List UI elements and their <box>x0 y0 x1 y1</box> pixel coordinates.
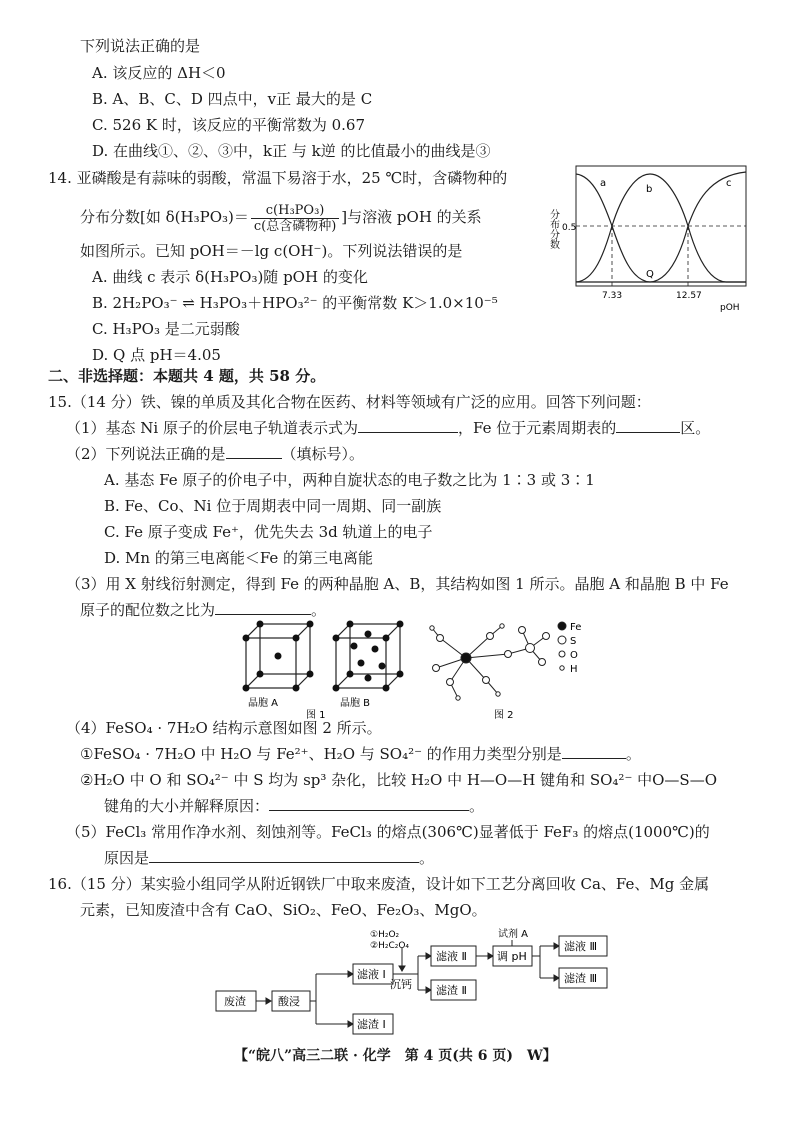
answer-blank[interactable] <box>358 418 458 433</box>
q13-stem: 下列说法正确的是 <box>80 37 201 55</box>
q15-p4-2-line2-text: 键角的大小并解释原因： <box>104 797 270 815</box>
process-flowchart <box>212 926 632 1042</box>
curve-a <box>576 174 746 282</box>
q13-option-b: B. A、B、C、D 四点中，v正 最大的是 C <box>92 90 373 108</box>
fig2-atoms <box>430 624 550 700</box>
curve-label-c: c <box>726 178 732 189</box>
fig2-label: 图 2 <box>494 710 514 720</box>
answer-blank[interactable] <box>149 848 419 863</box>
filtrate2-label: 滤液 Ⅱ <box>436 950 467 963</box>
filtrate3-label: 滤液 Ⅲ <box>564 940 598 953</box>
residue1-label: 滤渣 Ⅰ <box>357 1018 386 1031</box>
q15-part3-line1: （3）用 X 射线衍射测定，得到 Fe 的两种晶胞 A、B，其结构如图 1 所示。晶胞 A 和晶胞 B 中 Fe <box>66 575 729 593</box>
q15-p2-option-c: C. Fe 原子变成 Fe⁺，优先失去 3d 轨道上的电子 <box>104 523 433 541</box>
answer-blank[interactable] <box>616 418 680 433</box>
q14-line2 <box>80 200 482 234</box>
reagent-1-label: ①H₂O₂ <box>370 930 400 940</box>
q15-p3-end: 。 <box>311 601 327 619</box>
q15-p4-2-end: 。 <box>469 797 485 815</box>
x-tick-label-1: 7.33 <box>602 291 623 301</box>
q14-option-c: C. H₃PO₃ 是二元弱酸 <box>92 320 240 338</box>
precip-label: 沉钙 <box>390 978 412 991</box>
cell-b-label: 晶胞 B <box>340 698 371 709</box>
q15-part4-2-line1: ②H₂O 中 O 和 SO₄²⁻ 中 S 均为 sp³ 杂化，比较 H₂O 中 H—O—H 键角和 SO₄²⁻ 中O—S—O <box>80 771 718 789</box>
answer-blank[interactable] <box>226 444 282 459</box>
q16-line2: 元素，已知废渣中含有 CaO、SiO₂、FeO、Fe₂O₃、MgO。 <box>80 901 487 919</box>
q15-part2 <box>66 444 364 464</box>
q15-intro: 15.（14 分）铁、镍的单质及其化合物在医药、材料等领域有广泛的应用。回答下列问题： <box>48 393 651 411</box>
page-footer: 【“皖八”高三二联 · 化学 第 4 页(共 6 页) W】 <box>234 1048 557 1064</box>
leach-label: 酸浸 <box>278 995 300 1008</box>
y-axis-label: 分布分数 <box>547 209 559 249</box>
legend-s: S <box>570 636 577 647</box>
fraction-numerator: c(H₃PO₃) <box>251 203 339 219</box>
q15-p4-1-end: 。 <box>625 745 641 763</box>
fig1-label: 图 1 <box>306 710 326 720</box>
fraction-denominator: c(总含磷物种) <box>253 218 337 234</box>
section-title: 二、非选择题：本题共 4 题，共 58 分。 <box>48 367 326 385</box>
q-point-label: Q <box>646 269 654 280</box>
curve-label-a: a <box>600 178 607 189</box>
q14-option-a: A. 曲线 c 表示 δ(H₃PO₃)随 pOH 的变化 <box>92 268 368 286</box>
q15-p4-1-text: ①FeSO₄ · 7H₂O 中 H₂O 与 Fe²⁺、H₂O 与 SO₄²⁻ 的作用力类型分别是 <box>80 745 562 763</box>
curve-label-b: b <box>646 184 653 195</box>
q14-line1: 14. 亚磷酸是有蒜味的弱酸，常温下易溶于水，25 ℃时，含磷物种的 <box>48 169 508 187</box>
crystal-figures <box>236 618 596 720</box>
x-tick-label-2: 12.57 <box>676 291 702 301</box>
residue2-label: 滤渣 Ⅱ <box>436 984 467 997</box>
curve-b <box>576 174 746 282</box>
residue3-label: 滤渣 Ⅲ <box>564 972 598 985</box>
q14-option-d: D. Q 点 pH＝4.05 <box>92 346 221 364</box>
waste-label: 废渣 <box>224 995 246 1008</box>
fraction <box>251 203 339 234</box>
distribution-chart <box>546 164 752 314</box>
q14-option-b: B. 2H₂PO₃⁻ ⇌ H₃PO₃＋HPO₃²⁻ 的平衡常数 K＞1.0×10⁻⁵ <box>92 294 498 312</box>
q15-part1 <box>66 418 710 438</box>
answer-blank[interactable] <box>562 744 626 759</box>
q15-part4-1 <box>80 744 641 764</box>
answer-blank[interactable] <box>269 796 469 811</box>
q15-p2: （2）下列说法正确的是 <box>66 445 226 463</box>
legend-h: H <box>570 664 578 675</box>
q15-p3-line2-text: 原子的配位数之比为 <box>80 601 216 619</box>
legend-fe: Fe <box>570 622 582 633</box>
q13-option-d: D. 在曲线①、②、③中，k正 与 k逆 的比值最小的曲线是③ <box>92 142 491 160</box>
x-axis-label: pOH <box>720 303 740 313</box>
q15-p5-line2-text: 原因是 <box>104 849 150 867</box>
filtrate1-label: 滤液 Ⅰ <box>357 968 386 981</box>
y-tick-label: 0.5 <box>562 223 577 233</box>
reagent-a-label: 试剂 A <box>498 929 529 940</box>
q15-p1-b: ，Fe 位于元素周期表的 <box>458 419 617 437</box>
q13-option-c: C. 526 K 时，该反应的平衡常数为 0.67 <box>92 116 366 134</box>
q15-part3-line2 <box>80 600 326 620</box>
q14-line2-pre: 分布分数[如 δ(H₃PO₃)＝ <box>80 208 249 226</box>
q15-part4-2-line2 <box>104 796 484 816</box>
q15-p2-option-b: B. Fe、Co、Ni 位于周期表中同一周期、同一副族 <box>104 497 442 515</box>
fig2-legend <box>558 622 566 670</box>
q15-p2-option-a: A. 基态 Fe 原子的价电子中，两种自旋状态的电子数之比为 1∶3 或 3∶1 <box>104 471 595 489</box>
q14-line2-post: ]与溶液 pOH 的关系 <box>341 208 482 226</box>
q15-part5-line1: （5）FeCl₃ 常用作净水剂、刻蚀剂等。FeCl₃ 的熔点(306℃)显著低于 FeF₃ 的熔点(1000℃)的 <box>66 823 710 841</box>
legend-o: O <box>570 650 578 661</box>
q15-part5-line2 <box>104 848 434 868</box>
q15-p2-tail: （填标号）。 <box>281 445 365 463</box>
adjust-ph-label: 调 pH <box>497 950 527 963</box>
q15-p1-c: 区。 <box>680 419 711 437</box>
q15-p1-a: （1）基态 Ni 原子的价层电子轨道表示式为 <box>66 419 359 437</box>
q15-p5-end: 。 <box>419 849 435 867</box>
q15-p2-option-d: D. Mn 的第三电离能＜Fe 的第三电离能 <box>104 549 374 567</box>
answer-blank[interactable] <box>215 600 311 615</box>
reagent-2-label: ②H₂C₂O₄ <box>370 941 410 951</box>
q15-part4: （4）FeSO₄ · 7H₂O 结构示意图如图 2 所示。 <box>66 719 382 737</box>
q14-line3: 如图所示。已知 pOH＝－lg c(OH⁻)。下列说法错误的是 <box>80 242 463 260</box>
q13-option-a: A. 该反应的 ΔH＜0 <box>92 64 226 82</box>
q16-line1: 16.（15 分）某实验小组同学从附近钢铁厂中取来废渣，设计如下工艺分离回收 Ca、Fe、Mg 金属 <box>48 875 710 893</box>
cell-a-label: 晶胞 A <box>248 698 279 709</box>
